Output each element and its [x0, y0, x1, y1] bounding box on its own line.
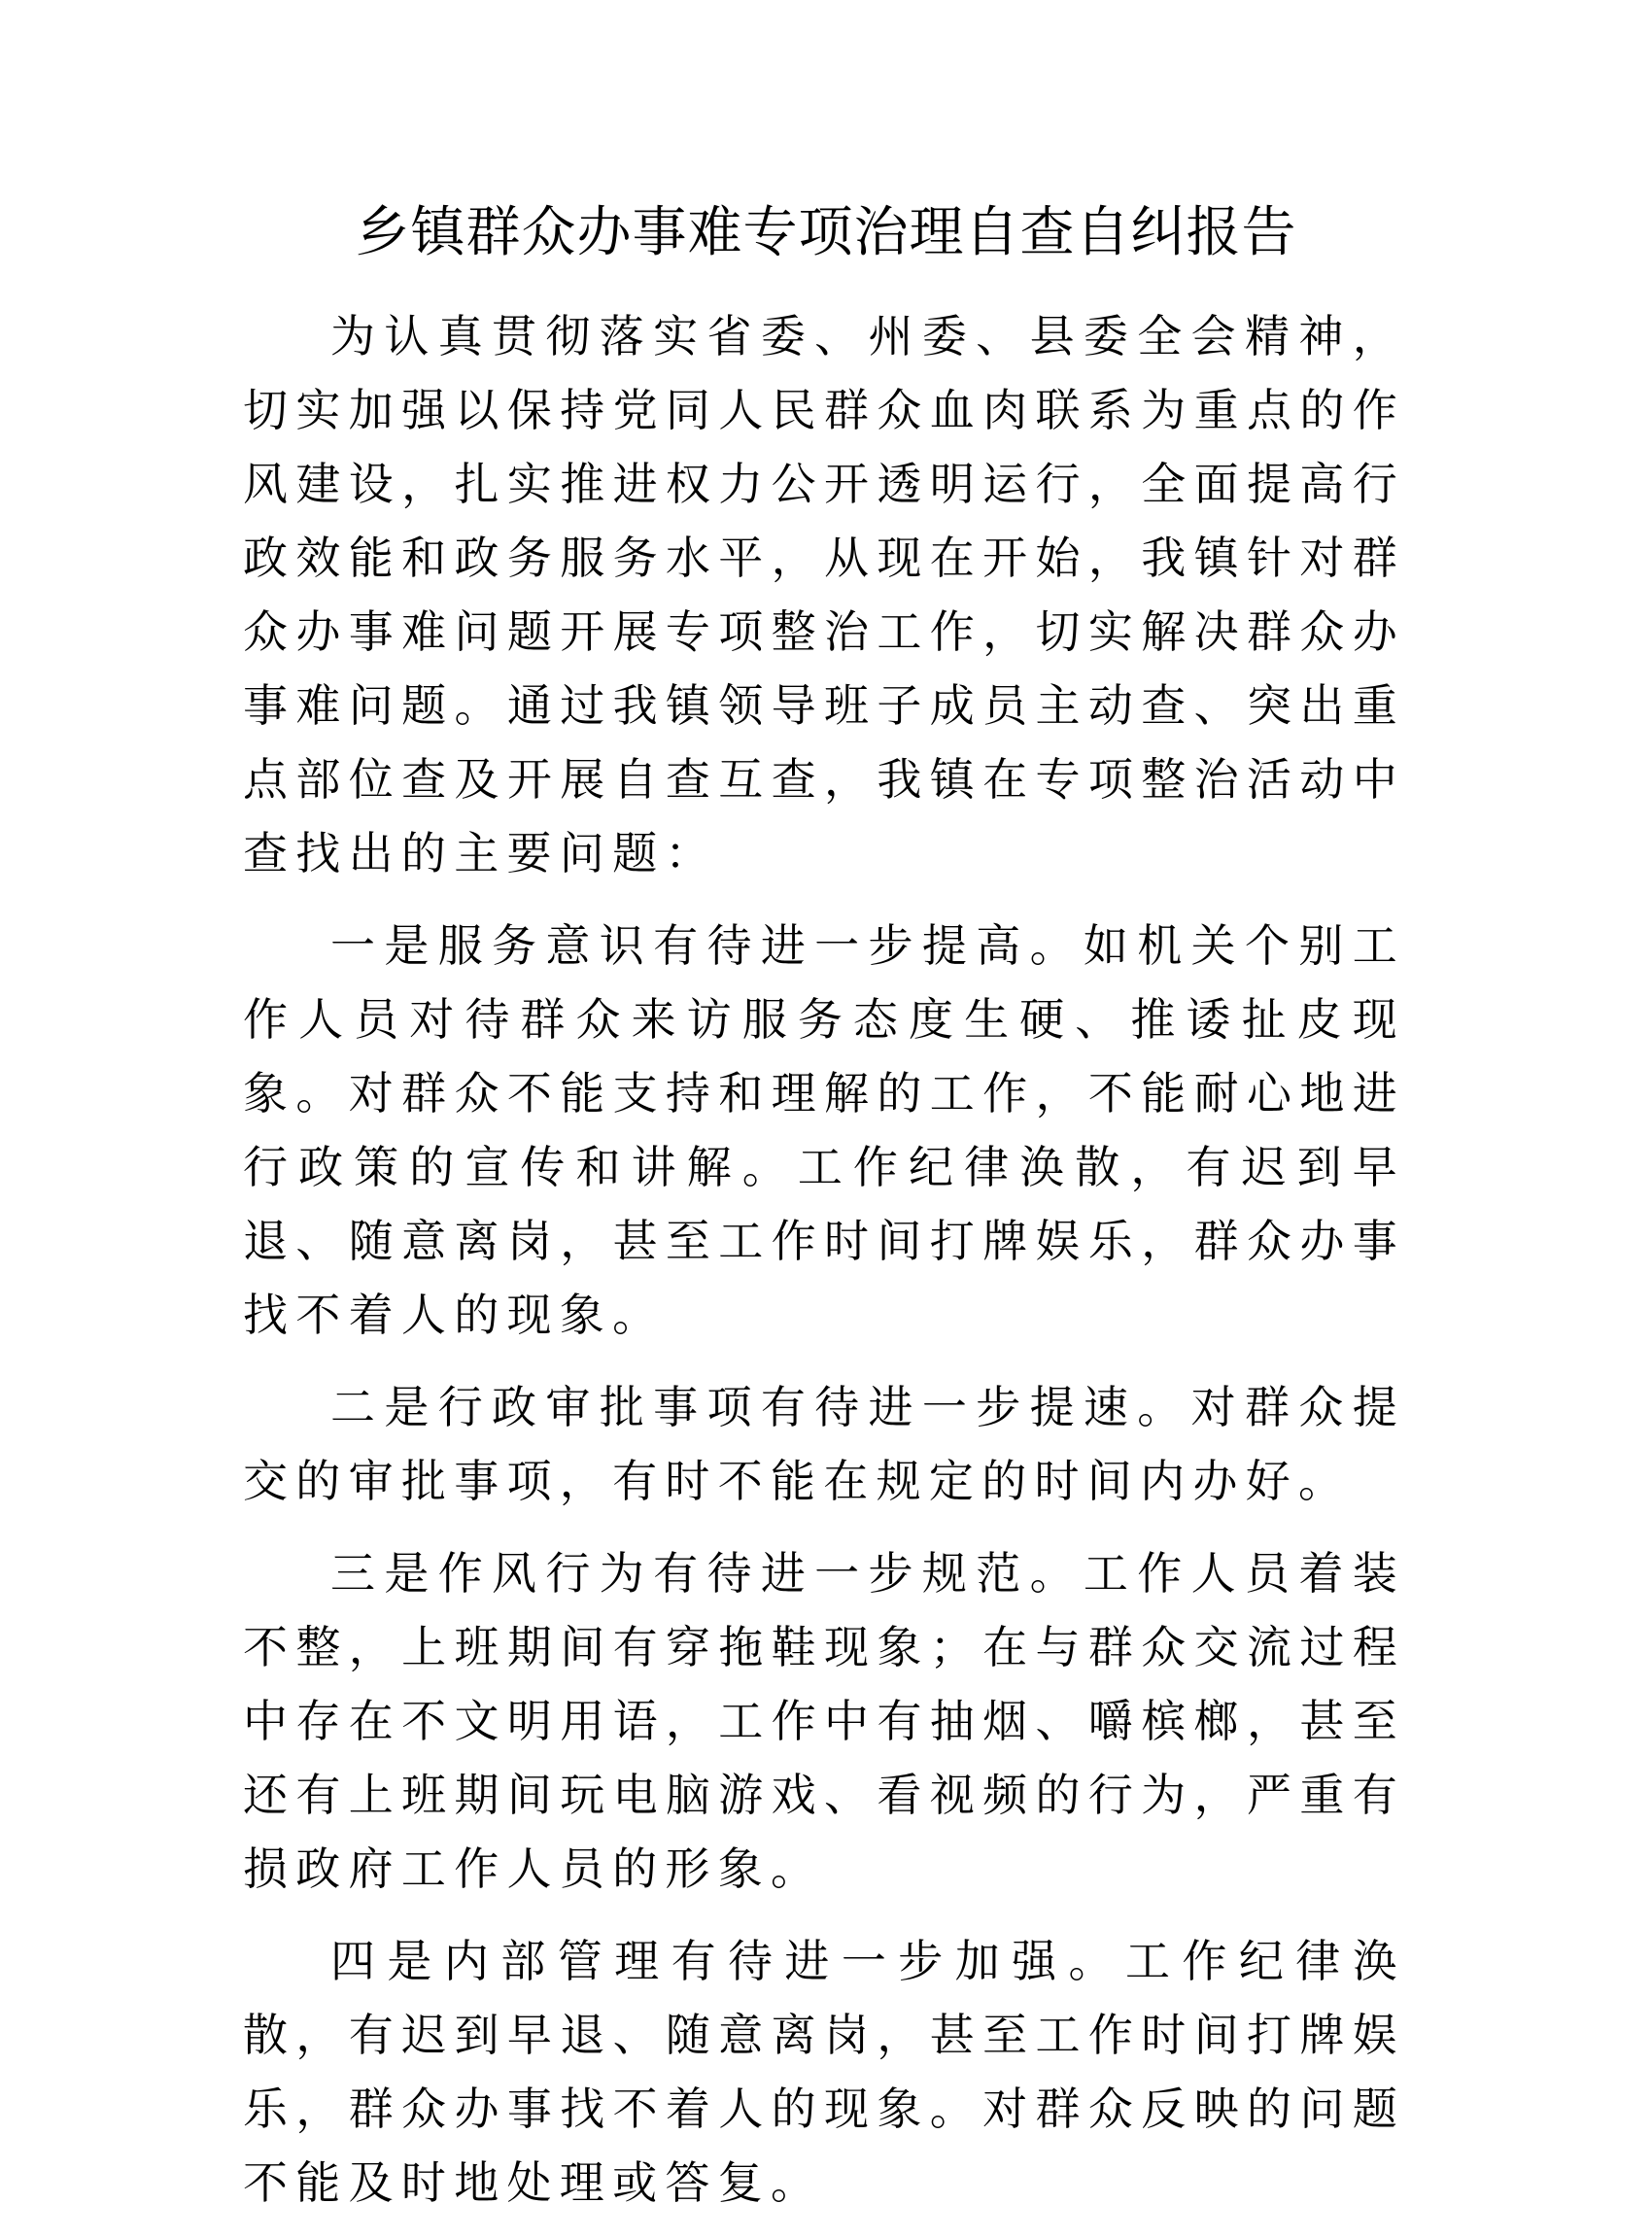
- issue-three-paragraph: 三是作风行为有待进一步规范。工作人员着装不整，上班期间有穿拖鞋现象；在与群众交流过程中存在不文明用语，工作中有抽烟、嚼槟榔，甚至还有上班期间玩电脑游戏、看视频的行为，严重有损政府工作人员的形象。: [243, 1547, 1405, 1895]
- issue-one-paragraph: 一是服务意识有待进一步提高。如机关个别工作人员对待群众来访服务态度生硬、推诿扯皮现象。对群众不能支持和理解的工作，不能耐心地进行政策的宣传和讲解。工作纪律涣散，有迟到早退、随意离岗，甚至工作时间打牌娱乐，群众办事找不着人的现象。: [243, 919, 1405, 1341]
- document-title: 乡镇群众办事难专项治理自查自纠报告: [355, 201, 1297, 264]
- intro-paragraph: 为认真贯彻落实省委、州委、县委全会精神，切实加强以保持党同人民群众血肉联系为重点的作风建设，扎实推进权力公开透明运行，全面提高行政效能和政务服务水平，从现在开始，我镇针对群众办事难问题开展专项整治工作，切实解决群众办事难问题。通过我镇领导班子成员主动查、突出重点部位查及开展自查互查，我镇在专项整治活动中查找出的主要问题：: [243, 310, 1405, 879]
- document-body: [243, 299, 1405, 2238]
- issue-four-paragraph: 四是内部管理有待进一步加强。工作纪律涣散，有迟到早退、随意离岗，甚至工作时间打牌娱乐，群众办事找不着人的现象。对群众反映的问题不能及时地处理或答复。: [243, 1935, 1405, 2209]
- issue-two-paragraph: 二是行政审批事项有待进一步提速。对群众提交的审批事项，有时不能在规定的时间内办好。: [243, 1381, 1405, 1507]
